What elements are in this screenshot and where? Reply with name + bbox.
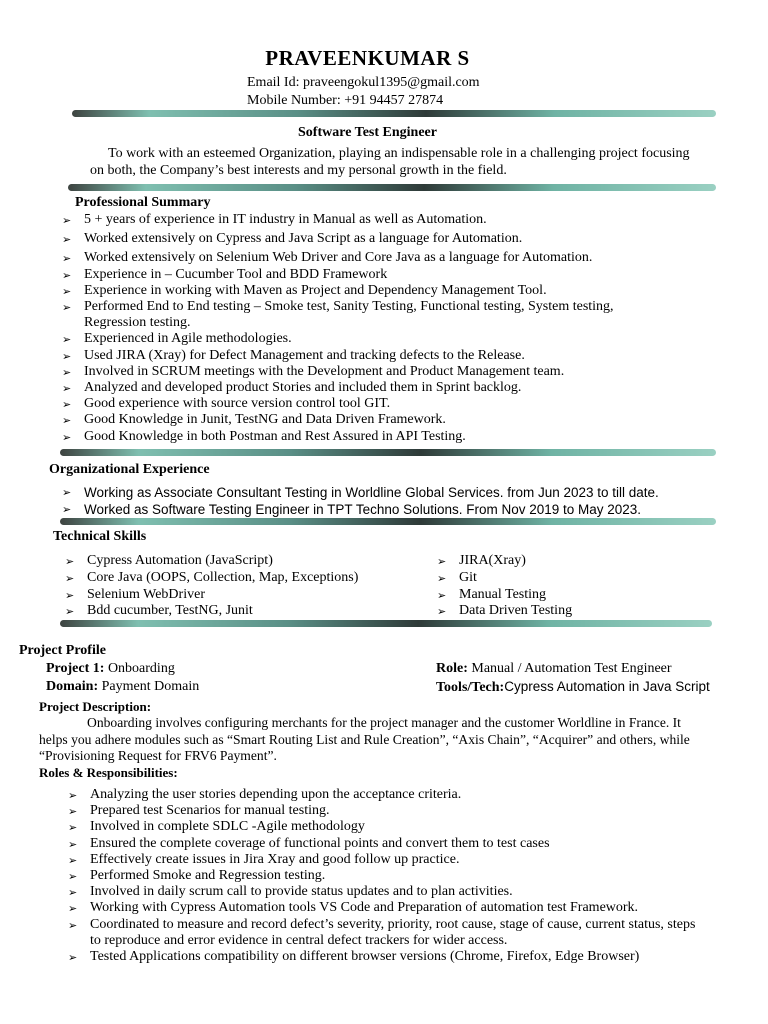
experience-heading: Organizational Experience [49,462,210,477]
list-item: ➢ Ensured the complete coverage of functional points and convert them to test cases [68,836,695,852]
list-item: ➢ Effectively create issues in Jira Xray and good follow up practice. [68,852,695,868]
list-item: ➢ Selenium WebDriver [65,587,358,604]
domain-line [46,679,199,695]
email-value: praveengokul1395@gmail.com [303,75,480,90]
description-text: Onboarding involves configuring merchants for the project manager and the customer Worldline in France. It helps you adhere modules such as “Smart Routing List and Rule Creation”, “Axis Chain”, “Acquirer” and others, while “Provisioning Request for FRV6 Payment”. [39,715,690,763]
arrow-bullet-icon: ➢ [62,215,72,227]
divider-bar [72,110,716,117]
list-item: ➢ Good experience with source version control tool GIT. [62,396,614,412]
arrow-bullet-icon: ➢ [68,790,78,802]
mobile-label: Mobile Number: [247,93,341,108]
arrow-bullet-icon: ➢ [68,871,78,884]
arrow-bullet-icon: ➢ [62,504,72,516]
arrow-bullet-icon: ➢ [65,572,75,585]
candidate-name: PRAVEENKUMAR S [265,46,470,70]
list-item: ➢ Analyzing the user stories depending upon the acceptance criteria. [68,787,695,803]
list-item: ➢ Worked as Software Testing Engineer in TPT Techno Solutions. From Nov 2019 to May 2023. [62,502,642,517]
list-item: ➢ Performed Smoke and Regression testing. [68,868,695,884]
role-label: Role: [436,661,468,676]
divider-bar [60,518,716,525]
list-item: ➢ Tested Applications compatibility on different browser versions (Chrome, Firefox, Edge Browser) [68,949,695,965]
list-item: ➢ Worked extensively on Selenium Web Driver and Core Java as a language for Automation. [62,250,614,266]
tools-value: Cypress Automation in Java Script [504,679,710,694]
arrow-bullet-icon: ➢ [62,302,72,315]
arrow-bullet-icon: ➢ [62,415,72,428]
list-item-continuation: to reproduce and error evidence in central defect trackers for wider access. [90,932,508,948]
list-item: ➢ Prepared test Scenarios for manual testing. [68,803,695,819]
objective-title: Software Test Engineer [298,125,437,140]
tools-line [436,679,710,696]
roles-list [68,787,695,965]
summary-heading: Professional Summary [75,195,211,210]
arrow-bullet-icon: ➢ [68,919,78,932]
arrow-bullet-icon: ➢ [68,838,78,851]
objective-text: To work with an esteemed Organization, playing an indispensable role in a challenging project focusing on both, the Company’s best interests and my personal growth in the field. [90,146,690,178]
arrow-bullet-icon: ➢ [437,572,447,585]
list-item: ➢ Bdd cucumber, TestNG, Junit [65,603,358,620]
list-item: ➢ Core Java (OOPS, Collection, Map, Exceptions) [65,570,358,587]
arrow-bullet-icon: ➢ [62,285,72,298]
arrow-bullet-icon: ➢ [62,234,72,247]
email-line [247,75,480,91]
mobile-line [247,93,443,109]
list-item: ➢ Coordinated to measure and record defect’s severity, priority, root cause, stage of cause, current status, steps [68,917,695,933]
divider-bar [60,620,712,627]
list-item: ➢ Working with Cypress Automation tools VS Code and Preparation of automation test Framework. [68,900,695,916]
list-item: ➢ Experienced in Agile methodologies. [62,331,614,347]
arrow-bullet-icon: ➢ [62,350,72,363]
arrow-bullet-icon: ➢ [68,887,78,900]
list-item: ➢ Cypress Automation (JavaScript) [65,553,358,570]
list-item: ➢ Data Driven Testing [437,603,572,620]
list-item: ➢ JIRA(Xray) [437,553,572,570]
list-item: ➢ Involved in daily scrum call to provide status updates and to plan activities. [68,884,695,900]
arrow-bullet-icon: ➢ [68,854,78,867]
domain-value: Payment Domain [101,679,200,694]
role-line [436,661,672,677]
arrow-bullet-icon: ➢ [62,366,72,379]
mobile-value: +91 94457 27874 [344,93,444,108]
arrow-bullet-icon: ➢ [62,334,72,347]
divider-bar [60,449,716,456]
project-value: Onboarding [107,661,175,676]
project-name-line [46,661,175,677]
list-item: ➢ Good Knowledge in Junit, TestNG and Data Driven Framework. [62,412,614,428]
list-item: ➢ Experience in working with Maven as Project and Dependency Management Tool. [62,283,614,299]
list-item: ➢ 5 + years of experience in IT industry in Manual as well as Automation. [62,212,614,228]
experience-list [62,484,659,518]
arrow-bullet-icon: ➢ [68,806,78,819]
list-item: ➢ Worked extensively on Cypress and Java Script as a language for Automation. [62,231,614,247]
skills-heading: Technical Skills [53,529,147,544]
tools-label: Tools/Tech: [436,680,505,695]
arrow-bullet-icon: ➢ [437,606,447,619]
list-item: ➢ Experience in – Cucumber Tool and BDD Framework [62,267,614,283]
arrow-bullet-icon: ➢ [62,383,72,396]
divider-bar [68,184,716,191]
email-label: Email Id: [247,75,300,90]
project-label: Project 1: [46,661,105,676]
skills-right-list [437,553,572,620]
arrow-bullet-icon: ➢ [68,952,78,965]
list-item: ➢ Analyzed and developed product Stories and included them in Sprint backlog. [62,380,614,396]
list-item: ➢ Performed End to End testing – Smoke test, Sanity Testing, Functional testing, System testing, [62,299,614,315]
skills-left-list [65,553,358,620]
arrow-bullet-icon: ➢ [62,253,72,266]
list-item: ➢ Git [437,570,572,587]
list-item-continuation: Regression testing. [84,315,191,331]
arrow-bullet-icon: ➢ [62,399,72,412]
arrow-bullet-icon: ➢ [62,487,72,499]
arrow-bullet-icon: ➢ [68,822,78,835]
arrow-bullet-icon: ➢ [62,269,72,282]
list-item: ➢ Manual Testing [437,587,572,604]
arrow-bullet-icon: ➢ [62,431,72,444]
list-item: ➢ Involved in SCRUM meetings with the Development and Product Management team. [62,364,614,380]
list-item: ➢ Involved in complete SDLC -Agile methodology [68,819,695,835]
arrow-bullet-icon: ➢ [68,903,78,916]
domain-label: Domain: [46,679,99,694]
role-value: Manual / Automation Test Engineer [471,661,672,676]
description-heading: Project Description: [39,699,152,714]
project-heading: Project Profile [19,643,106,658]
arrow-bullet-icon: ➢ [65,556,75,568]
summary-list [62,212,614,445]
arrow-bullet-icon: ➢ [437,556,447,568]
arrow-bullet-icon: ➢ [437,589,447,602]
list-item: ➢ Used JIRA (Xray) for Defect Management and tracking defects to the Release. [62,348,614,364]
arrow-bullet-icon: ➢ [65,589,75,602]
list-item: ➢ Good Knowledge in both Postman and Rest Assured in API Testing. [62,429,614,445]
list-item: ➢ Working as Associate Consultant Testing in Worldline Global Services. from Jun 2023 to till date. [62,485,659,500]
roles-heading: Roles & Responsibilities: [39,765,178,780]
arrow-bullet-icon: ➢ [65,606,75,619]
